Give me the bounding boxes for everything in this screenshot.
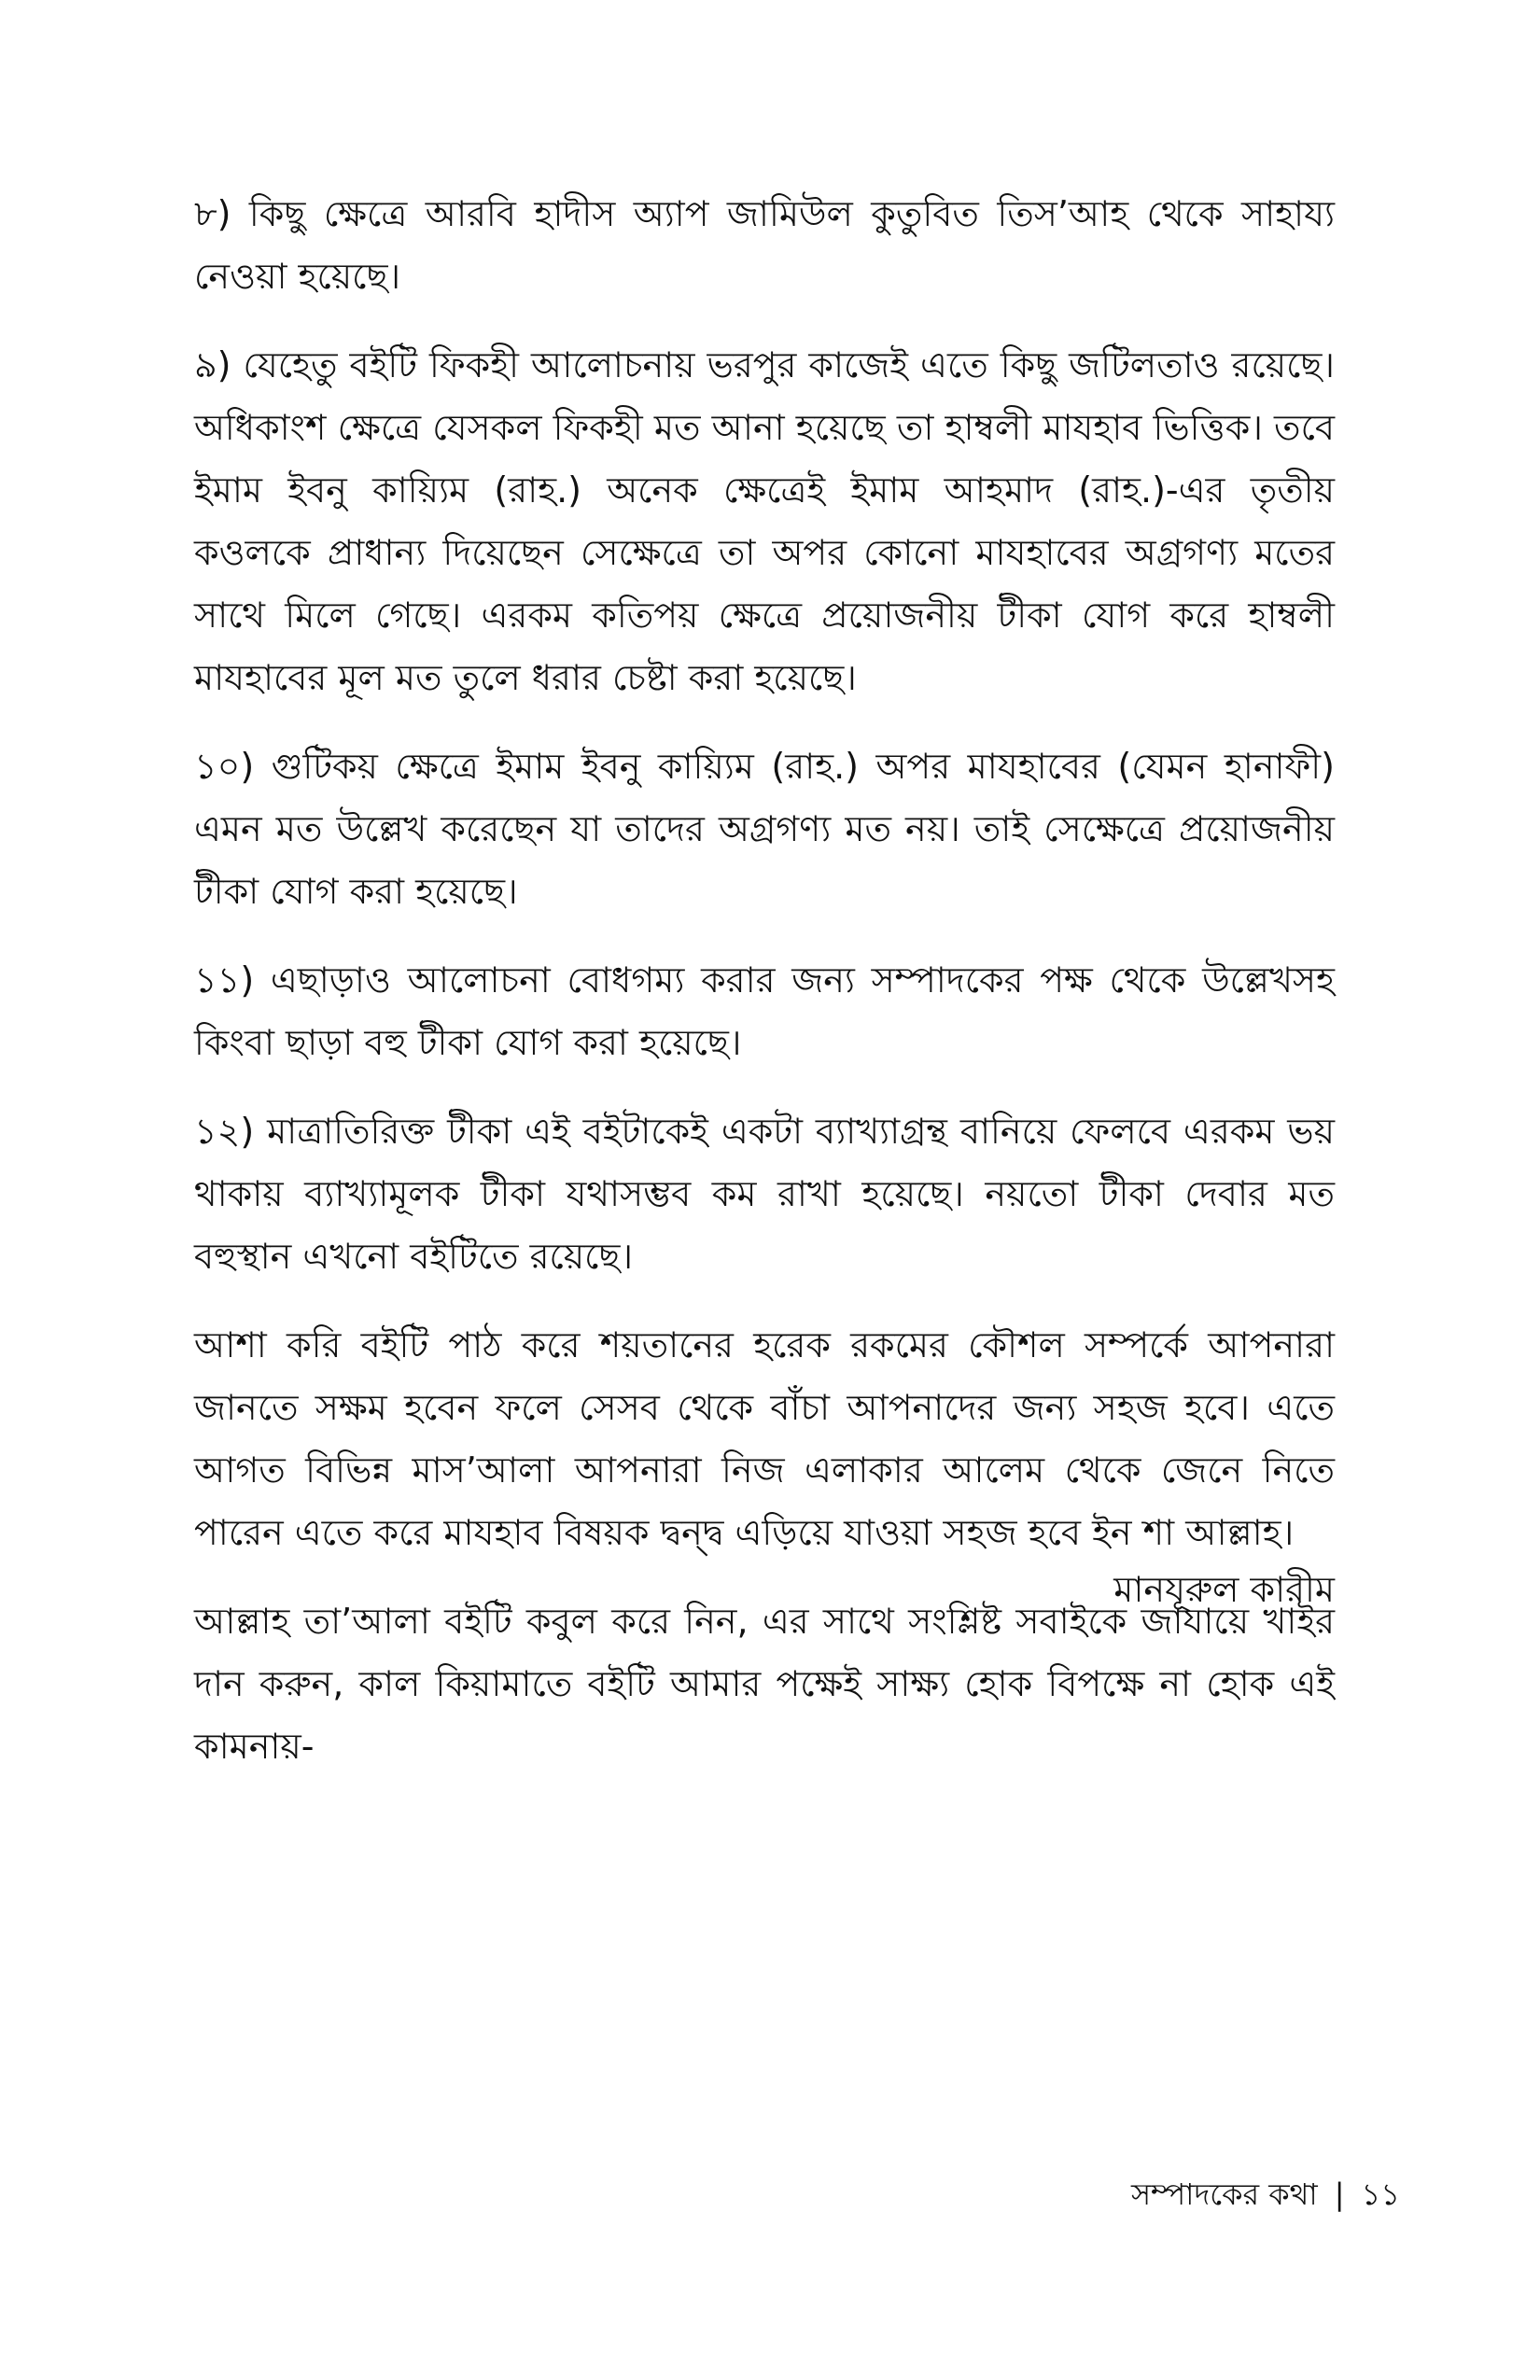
footer-separator: | [1334, 2177, 1345, 2212]
footer-section-title: সম্পাদকের কথা [1130, 2177, 1318, 2212]
paragraph-point-8: ৮) কিছু ক্ষেত্রে আরবি হাদীস অ্যাপ জামিউল কুতুবিত তিস’আহ থেকে সাহায্য নেওয়া হয়েছে। [194, 193, 1335, 297]
paragraph-point-12: ১২) মাত্রাতিরিক্ত টীকা এই বইটাকেই একটা ব্যাখ্যাগ্রন্থ বানিয়ে ফেলবে এরকম ভয় থাকায় ব্যাখ্যামূলক টীকা যথাসম্ভব কম রাখা হয়েছে। নয়তো টীকা দেবার মত বহুস্থান এখনো বইটিতে রয়েছে। [194, 1111, 1335, 1277]
page-footer [840, 2171, 1400, 2218]
paragraph-hope: আশা করি বইটি পাঠ করে শয়তানের হরেক রকমের কৌশল সম্পর্কে আপনারা জানতে সক্ষম হবেন ফলে সেসব থেকে বাঁচা আপনাদের জন্য সহজ হবে। এতে আগত বিভিন্ন মাস’আলা আপনারা নিজ এলাকার আলেম থেকে জেনে নিতে পারেন এতে করে মাযহাব বিষয়ক দ্বন্দ্ব এড়িয়ে যাওয়া সহজ হবে ইন শা আল্লাহ। [194, 1324, 1335, 1553]
paragraph-point-9: ৯) যেহেতু বইটি ফিকহী আলোচনায় ভরপুর কাজেই এতে কিছু জটিলতাও রয়েছে। অধিকাংশ ক্ষেত্রে যেসকল ফিকহী মত আনা হয়েছে তা হাম্বলী মাযহাব ভিত্তিক। তবে ইমাম ইবনু কায়্যিম (রাহ.) অনেক ক্ষেত্রেই ইমাম আহমাদ (রাহ.)-এর তৃতীয় কওলকে প্রাধান্য দিয়েছেন সেক্ষেত্রে তা অপর কোনো মাযহাবের অগ্রগণ্য মতের সাথে মিলে গেছে। এরকম কতিপয় ক্ষেত্রে প্রয়োজনীয় টীকা যোগ করে হাম্বলী মাযহাবের মূল মত তুলে ধরার চেষ্টা করা হয়েছে। [194, 344, 1335, 698]
paragraph-point-10: ১০) গুটিকয় ক্ষেত্রে ইমাম ইবনু কায়্যিম (রাহ.) অপর মাযহাবের (যেমন হানাফী) এমন মত উল্লেখ করেছেন যা তাদের অগ্রগণ্য মত নয়। তাই সেক্ষেত্রে প্রয়োজনীয় টীকা যোগ করা হয়েছে। [194, 746, 1335, 912]
author-signature: মানযূরুল কারীম [1113, 1569, 1335, 1610]
paragraph-point-11: ১১) এছাড়াও আলোচনা বোধগম্য করার জন্য সম্পাদকের পক্ষ থেকে উল্লেখসহ কিংবা ছাড়া বহু টীকা যোগ করা হয়েছে। [194, 959, 1335, 1063]
page-number: ১১ [1361, 2177, 1400, 2212]
paragraph-prayer: আল্লাহ তা’আলা বইটি কবুল করে নিন, এর সাথে সংশ্লিষ্ট সবাইকে জাযায়ে খাইর দান করুন, কাল কিয়ামাতে বইটি আমার পক্ষেই সাক্ষ্য হোক বিপক্ষে না হোক এই কামনায়- [194, 1601, 1335, 1767]
